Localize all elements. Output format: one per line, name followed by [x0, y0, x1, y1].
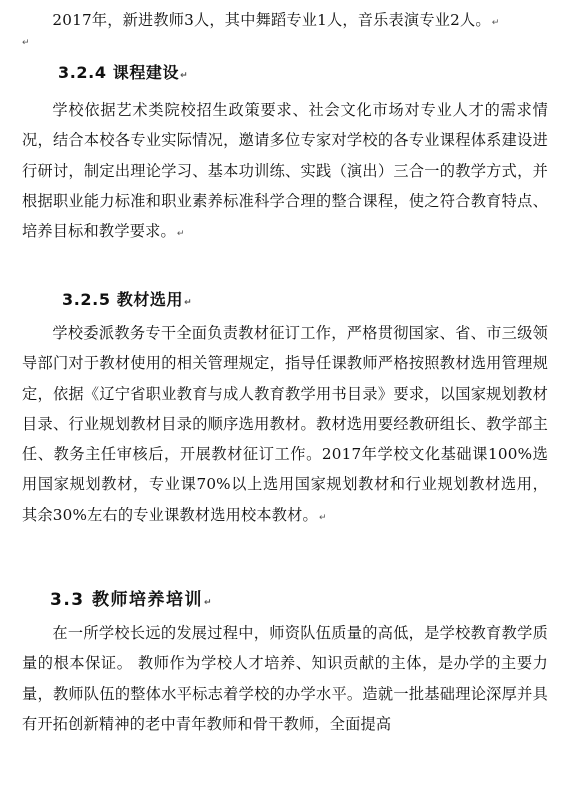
heading-course-construction: 3.2.4 课程建设↵ — [58, 63, 189, 82]
paragraph-course-construction: 学校依据艺术类院校招生政策要求、社会文化市场对专业人才的需求情况，结合本校各专业实际情况，邀请多位专家对学校的各专业课程体系建设进行研讨，制定出理论学习、基本功训练、实践（演出）三合一的教学方式，并根据职业能力标准和职业素养标准科学合理的整合课程，使之符合教育特点、培养目标和教学要求。↵ — [22, 101, 548, 241]
empty-paragraph-mark: ↵ — [22, 38, 30, 48]
paragraph-teacher-training: 在一所学校长远的发展过程中，师资队伍质量的高低，是学校教育教学质量的根本保证。 教师作为学校人才培养、知识贡献的主体，是办学的主要力量，教师队伍的整体水平标志着学校的办学水平。造就一批基础理论深厚并具有开拓创新精神的老中青年教师和骨干教师，全面提高 — [22, 624, 548, 733]
paragraph-mark: ↵ — [176, 229, 185, 240]
heading-teacher-training: 3.3 教师培养培训↵ — [50, 590, 214, 610]
paragraph-mark: ↵ — [184, 298, 193, 308]
paragraph-mark: ↵ — [318, 512, 327, 523]
paragraph-mark: ↵ — [204, 598, 214, 608]
paragraph-mark: ↵ — [180, 71, 189, 81]
paragraph-mark: ↵ — [491, 18, 500, 28]
paragraph-new-teachers: 2017年，新进教师3人，其中舞蹈专业1人，音乐表演专业2人。↵ — [52, 11, 500, 29]
heading-textbook-selection: 3.2.5 教材选用↵ — [62, 290, 193, 309]
paragraph-textbook-selection: 学校委派教务专干全面负责教材征订工作，严格贯彻国家、省、市三级领导部门对于教材使用的相关管理规定，指导任课教师严格按照教材选用管理规定，依据《辽宁省职业教育与成人教育教学用书目录》要求，以国家规划教材目录、行业规划教材目录的顺序选用教材。教材选用要经教研组长、教学部主任、教务主任审核后，开展教材征订工作。2017年学校文化基础课100%选用国家规划教材，专业课70%以上选用国家规划教材和行业规划教材选用，其余30%左右的专业课教材选用校本教材。↵ — [22, 324, 548, 524]
